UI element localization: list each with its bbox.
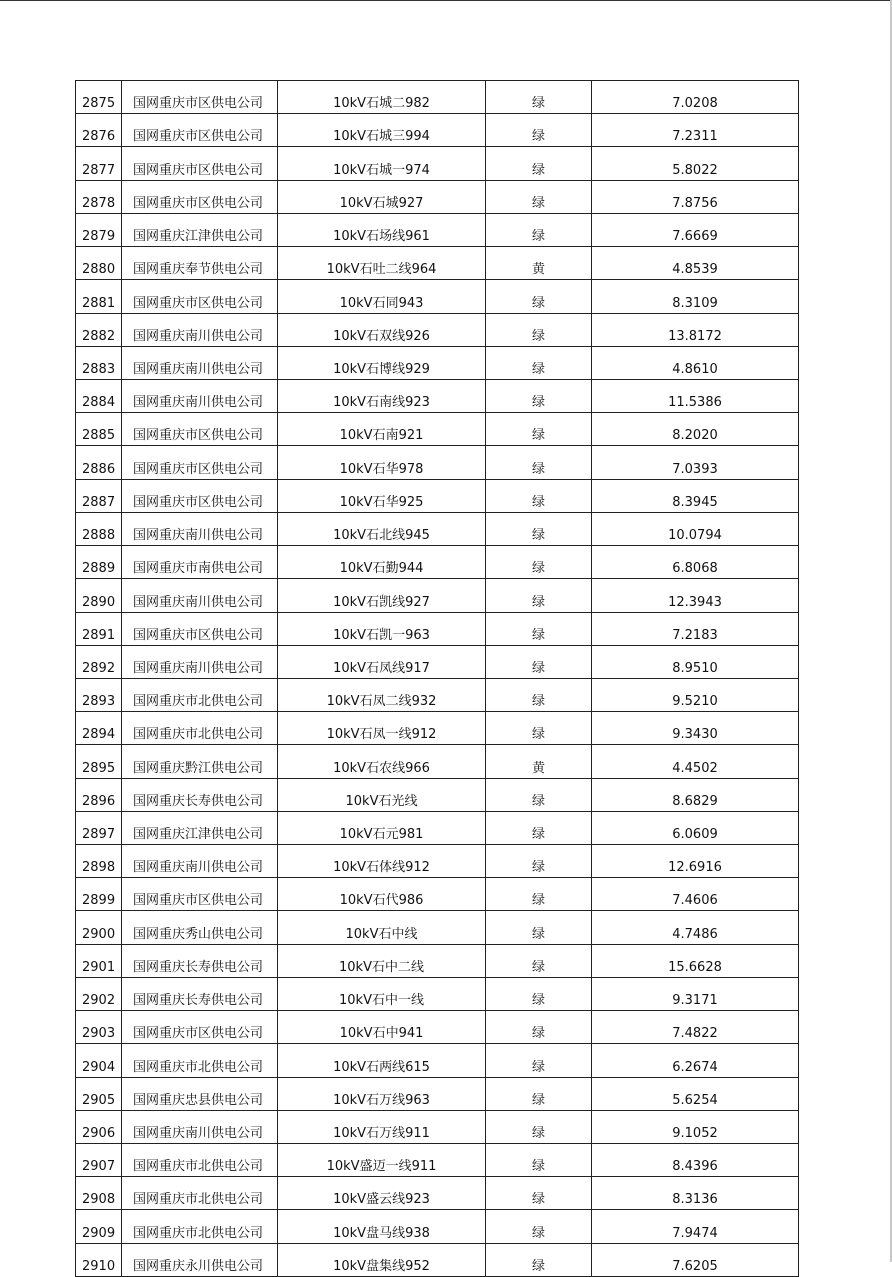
table-row [76, 977, 799, 1010]
line-name-cell: 10kV石中941 [278, 1011, 486, 1044]
table-row [76, 413, 799, 446]
value-cell: 8.6829 [592, 778, 799, 811]
value-cell: 4.8539 [592, 247, 799, 280]
table-row [76, 712, 799, 745]
line-name-cell: 10kV石城一974 [278, 147, 486, 180]
table-row [76, 811, 799, 844]
table-row [76, 579, 799, 612]
level-flag-cell: 绿 [486, 911, 592, 944]
level-flag-cell: 绿 [486, 977, 592, 1010]
table-row [76, 1243, 799, 1276]
value-cell: 5.6254 [592, 1077, 799, 1110]
company-name-cell: 国网重庆市区供电公司 [122, 114, 278, 147]
table-row [76, 1011, 799, 1044]
table-row [76, 1044, 799, 1077]
table-row [76, 180, 799, 213]
line-name-cell: 10kV石博线929 [278, 346, 486, 379]
line-name-cell: 10kV石北线945 [278, 512, 486, 545]
value-cell: 12.6916 [592, 845, 799, 878]
table-row [76, 346, 799, 379]
company-name-cell: 国网重庆长寿供电公司 [122, 778, 278, 811]
company-name-cell: 国网重庆长寿供电公司 [122, 944, 278, 977]
level-flag-cell: 绿 [486, 944, 592, 977]
row-number-cell: 2898 [76, 845, 122, 878]
company-name-cell: 国网重庆市区供电公司 [122, 81, 278, 114]
value-cell: 9.3171 [592, 977, 799, 1010]
level-flag-cell: 绿 [486, 280, 592, 313]
row-number-cell: 2881 [76, 280, 122, 313]
level-flag-cell: 绿 [486, 346, 592, 379]
value-cell: 7.4606 [592, 878, 799, 911]
value-cell: 7.6205 [592, 1243, 799, 1276]
company-name-cell: 国网重庆南川供电公司 [122, 1110, 278, 1143]
level-flag-cell: 绿 [486, 1144, 592, 1177]
value-cell: 6.2674 [592, 1044, 799, 1077]
company-name-cell: 国网重庆南川供电公司 [122, 379, 278, 412]
line-name-cell: 10kV石吐二线964 [278, 247, 486, 280]
row-number-cell: 2884 [76, 379, 122, 412]
level-flag-cell: 绿 [486, 313, 592, 346]
row-number-cell: 2892 [76, 645, 122, 678]
level-flag-cell: 黄 [486, 247, 592, 280]
line-name-cell: 10kV盛云线923 [278, 1177, 486, 1210]
table-row [76, 878, 799, 911]
value-cell: 9.3430 [592, 712, 799, 745]
line-name-cell: 10kV石代986 [278, 878, 486, 911]
level-flag-cell: 绿 [486, 845, 592, 878]
company-name-cell: 国网重庆南川供电公司 [122, 845, 278, 878]
table-row [76, 280, 799, 313]
company-name-cell: 国网重庆南川供电公司 [122, 645, 278, 678]
row-number-cell: 2906 [76, 1110, 122, 1143]
value-cell: 13.8172 [592, 313, 799, 346]
line-name-cell: 10kV盛迈一线911 [278, 1144, 486, 1177]
level-flag-cell: 绿 [486, 645, 592, 678]
table-row [76, 645, 799, 678]
company-name-cell: 国网重庆南川供电公司 [122, 512, 278, 545]
level-flag-cell: 绿 [486, 1243, 592, 1276]
row-number-cell: 2882 [76, 313, 122, 346]
line-name-cell: 10kV石光线 [278, 778, 486, 811]
row-number-cell: 2901 [76, 944, 122, 977]
table-row [76, 1077, 799, 1110]
row-number-cell: 2893 [76, 678, 122, 711]
row-number-cell: 2907 [76, 1144, 122, 1177]
company-name-cell: 国网重庆秀山供电公司 [122, 911, 278, 944]
company-name-cell: 国网重庆南川供电公司 [122, 346, 278, 379]
row-number-cell: 2899 [76, 878, 122, 911]
row-number-cell: 2878 [76, 180, 122, 213]
line-name-cell: 10kV石凤线917 [278, 645, 486, 678]
row-number-cell: 2903 [76, 1011, 122, 1044]
value-cell: 4.7486 [592, 911, 799, 944]
row-number-cell: 2886 [76, 446, 122, 479]
row-number-cell: 2905 [76, 1077, 122, 1110]
value-cell: 10.0794 [592, 512, 799, 545]
row-number-cell: 2879 [76, 213, 122, 246]
level-flag-cell: 绿 [486, 213, 592, 246]
level-flag-cell: 绿 [486, 546, 592, 579]
level-flag-cell: 绿 [486, 81, 592, 114]
line-name-cell: 10kV石勤944 [278, 546, 486, 579]
value-cell: 4.4502 [592, 745, 799, 778]
level-flag-cell: 绿 [486, 678, 592, 711]
value-cell: 7.0393 [592, 446, 799, 479]
level-flag-cell: 绿 [486, 1210, 592, 1243]
table-row [76, 446, 799, 479]
level-flag-cell: 绿 [486, 778, 592, 811]
row-number-cell: 2904 [76, 1044, 122, 1077]
row-number-cell: 2894 [76, 712, 122, 745]
value-cell: 11.5386 [592, 379, 799, 412]
table-row [76, 479, 799, 512]
level-flag-cell: 绿 [486, 114, 592, 147]
value-cell: 7.2311 [592, 114, 799, 147]
line-name-cell: 10kV石元981 [278, 811, 486, 844]
line-name-cell: 10kV石场线961 [278, 213, 486, 246]
company-name-cell: 国网重庆永川供电公司 [122, 1243, 278, 1276]
level-flag-cell: 黄 [486, 745, 592, 778]
level-flag-cell: 绿 [486, 1044, 592, 1077]
row-number-cell: 2890 [76, 579, 122, 612]
table-row [76, 911, 799, 944]
value-cell: 9.5210 [592, 678, 799, 711]
company-name-cell: 国网重庆市北供电公司 [122, 1210, 278, 1243]
level-flag-cell: 绿 [486, 379, 592, 412]
line-name-cell: 10kV石同943 [278, 280, 486, 313]
level-flag-cell: 绿 [486, 612, 592, 645]
value-cell: 6.0609 [592, 811, 799, 844]
row-number-cell: 2896 [76, 778, 122, 811]
company-name-cell: 国网重庆市北供电公司 [122, 1177, 278, 1210]
company-name-cell: 国网重庆市区供电公司 [122, 612, 278, 645]
value-cell: 8.3109 [592, 280, 799, 313]
row-number-cell: 2897 [76, 811, 122, 844]
line-name-cell: 10kV石中二线 [278, 944, 486, 977]
line-name-cell: 10kV石万线911 [278, 1110, 486, 1143]
line-name-cell: 10kV石凯一963 [278, 612, 486, 645]
value-cell: 15.6628 [592, 944, 799, 977]
value-cell: 5.8022 [592, 147, 799, 180]
level-flag-cell: 绿 [486, 878, 592, 911]
row-number-cell: 2902 [76, 977, 122, 1010]
company-name-cell: 国网重庆长寿供电公司 [122, 977, 278, 1010]
row-number-cell: 2887 [76, 479, 122, 512]
company-name-cell: 国网重庆南川供电公司 [122, 313, 278, 346]
value-cell: 12.3943 [592, 579, 799, 612]
table-row [76, 81, 799, 114]
table-row [76, 247, 799, 280]
level-flag-cell: 绿 [486, 712, 592, 745]
line-name-cell: 10kV石两线615 [278, 1044, 486, 1077]
table-row [76, 845, 799, 878]
value-cell: 7.0208 [592, 81, 799, 114]
value-cell: 8.9510 [592, 645, 799, 678]
row-number-cell: 2908 [76, 1177, 122, 1210]
value-cell: 6.8068 [592, 546, 799, 579]
line-name-cell: 10kV石万线963 [278, 1077, 486, 1110]
table-row [76, 678, 799, 711]
level-flag-cell: 绿 [486, 180, 592, 213]
line-name-cell: 10kV石体线912 [278, 845, 486, 878]
company-name-cell: 国网重庆市区供电公司 [122, 147, 278, 180]
row-number-cell: 2885 [76, 413, 122, 446]
page-top-rule [0, 0, 892, 1]
row-number-cell: 2900 [76, 911, 122, 944]
line-name-cell: 10kV石城927 [278, 180, 486, 213]
value-cell: 8.3945 [592, 479, 799, 512]
company-name-cell: 国网重庆市北供电公司 [122, 678, 278, 711]
row-number-cell: 2883 [76, 346, 122, 379]
table-row [76, 379, 799, 412]
company-name-cell: 国网重庆市北供电公司 [122, 1144, 278, 1177]
level-flag-cell: 绿 [486, 479, 592, 512]
company-name-cell: 国网重庆市区供电公司 [122, 878, 278, 911]
company-name-cell: 国网重庆市区供电公司 [122, 280, 278, 313]
company-name-cell: 国网重庆忠县供电公司 [122, 1077, 278, 1110]
company-name-cell: 国网重庆市北供电公司 [122, 1044, 278, 1077]
level-flag-cell: 绿 [486, 811, 592, 844]
company-name-cell: 国网重庆市南供电公司 [122, 546, 278, 579]
table-row [76, 745, 799, 778]
table-row [76, 213, 799, 246]
level-flag-cell: 绿 [486, 579, 592, 612]
line-name-cell: 10kV石双线926 [278, 313, 486, 346]
company-name-cell: 国网重庆市区供电公司 [122, 1011, 278, 1044]
table-row [76, 512, 799, 545]
line-name-cell: 10kV石华925 [278, 479, 486, 512]
line-name-cell: 10kV石城二982 [278, 81, 486, 114]
level-flag-cell: 绿 [486, 1011, 592, 1044]
table-row [76, 546, 799, 579]
data-table [75, 80, 799, 1277]
value-cell: 7.6669 [592, 213, 799, 246]
value-cell: 9.1052 [592, 1110, 799, 1143]
company-name-cell: 国网重庆市区供电公司 [122, 413, 278, 446]
company-name-cell: 国网重庆江津供电公司 [122, 811, 278, 844]
value-cell: 4.8610 [592, 346, 799, 379]
company-name-cell: 国网重庆黔江供电公司 [122, 745, 278, 778]
line-name-cell: 10kV石凯线927 [278, 579, 486, 612]
row-number-cell: 2880 [76, 247, 122, 280]
line-name-cell: 10kV石华978 [278, 446, 486, 479]
line-name-cell: 10kV盘集线952 [278, 1243, 486, 1276]
level-flag-cell: 绿 [486, 1077, 592, 1110]
table-row [76, 612, 799, 645]
level-flag-cell: 绿 [486, 1110, 592, 1143]
company-name-cell: 国网重庆市区供电公司 [122, 446, 278, 479]
row-number-cell: 2889 [76, 546, 122, 579]
row-number-cell: 2895 [76, 745, 122, 778]
company-name-cell: 国网重庆市北供电公司 [122, 712, 278, 745]
value-cell: 7.4822 [592, 1011, 799, 1044]
line-name-cell: 10kV石南921 [278, 413, 486, 446]
company-name-cell: 国网重庆市区供电公司 [122, 180, 278, 213]
level-flag-cell: 绿 [486, 413, 592, 446]
table-row [76, 778, 799, 811]
value-cell: 8.4396 [592, 1144, 799, 1177]
row-number-cell: 2875 [76, 81, 122, 114]
company-name-cell: 国网重庆南川供电公司 [122, 579, 278, 612]
table-row [76, 114, 799, 147]
level-flag-cell: 绿 [486, 1177, 592, 1210]
company-name-cell: 国网重庆江津供电公司 [122, 213, 278, 246]
level-flag-cell: 绿 [486, 147, 592, 180]
line-name-cell: 10kV石南线923 [278, 379, 486, 412]
table-row [76, 1210, 799, 1243]
row-number-cell: 2877 [76, 147, 122, 180]
company-name-cell: 国网重庆市区供电公司 [122, 479, 278, 512]
table-row [76, 944, 799, 977]
row-number-cell: 2876 [76, 114, 122, 147]
row-number-cell: 2910 [76, 1243, 122, 1276]
company-name-cell: 国网重庆奉节供电公司 [122, 247, 278, 280]
value-cell: 7.2183 [592, 612, 799, 645]
row-number-cell: 2909 [76, 1210, 122, 1243]
value-cell: 8.3136 [592, 1177, 799, 1210]
level-flag-cell: 绿 [486, 512, 592, 545]
value-cell: 7.8756 [592, 180, 799, 213]
line-name-cell: 10kV石凤二线932 [278, 678, 486, 711]
table-row [76, 147, 799, 180]
table-body [76, 81, 799, 1277]
line-name-cell: 10kV石城三994 [278, 114, 486, 147]
line-name-cell: 10kV石中线 [278, 911, 486, 944]
row-number-cell: 2891 [76, 612, 122, 645]
line-name-cell: 10kV石中一线 [278, 977, 486, 1010]
table-row [76, 1144, 799, 1177]
table-row [76, 313, 799, 346]
value-cell: 7.9474 [592, 1210, 799, 1243]
line-name-cell: 10kV盘马线938 [278, 1210, 486, 1243]
line-name-cell: 10kV石凤一线912 [278, 712, 486, 745]
table-row [76, 1177, 799, 1210]
line-name-cell: 10kV石农线966 [278, 745, 486, 778]
row-number-cell: 2888 [76, 512, 122, 545]
table-row [76, 1110, 799, 1143]
value-cell: 8.2020 [592, 413, 799, 446]
level-flag-cell: 绿 [486, 446, 592, 479]
